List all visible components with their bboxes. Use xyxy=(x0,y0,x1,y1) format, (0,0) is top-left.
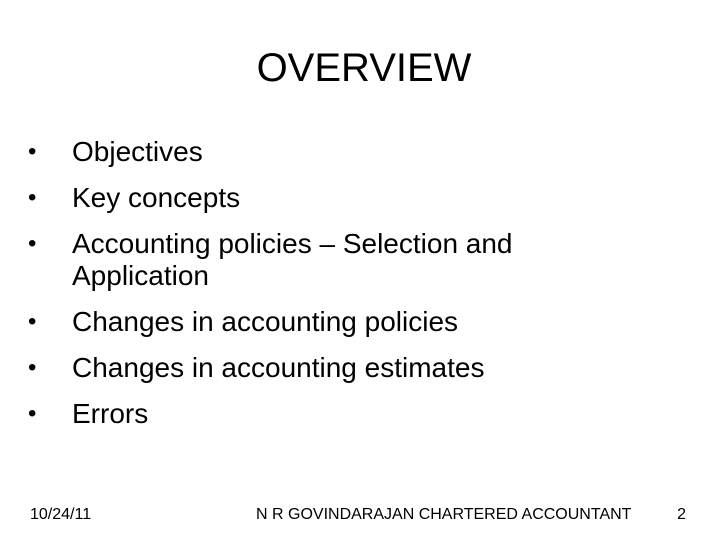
bullet-text: Errors xyxy=(72,398,149,429)
bullet-list xyxy=(26,136,626,444)
bullet-item-key-concepts xyxy=(26,182,626,214)
bullet-item-changes-policies xyxy=(26,306,626,338)
bullet-item-objectives xyxy=(26,136,626,168)
footer-page-number: 2 xyxy=(677,506,686,523)
bullet-icon: • xyxy=(28,230,37,257)
bullet-text: Key concepts xyxy=(72,182,241,213)
bullet-icon: • xyxy=(28,354,37,381)
bullet-icon: • xyxy=(28,184,37,211)
slide-footer xyxy=(0,502,728,528)
bullet-item-accounting-policies xyxy=(26,228,626,292)
bullet-text: Objectives xyxy=(72,136,203,167)
bullet-item-changes-estimates xyxy=(26,352,626,384)
footer-date: 10/24/11 xyxy=(30,506,92,523)
bullet-item-errors xyxy=(26,398,626,430)
bullet-text: Changes in accounting estimates xyxy=(72,352,485,383)
footer-author: N R GOVINDARAJAN CHARTERED ACCOUNTANT xyxy=(256,506,632,523)
bullet-icon: • xyxy=(28,138,37,165)
bullet-icon: • xyxy=(28,400,37,427)
bullet-text: Changes in accounting policies xyxy=(72,306,459,337)
bullet-text: Accounting policies – Selection and Application xyxy=(72,228,513,291)
slide-title: OVERVIEW xyxy=(256,46,472,90)
bullet-icon: • xyxy=(28,308,37,335)
